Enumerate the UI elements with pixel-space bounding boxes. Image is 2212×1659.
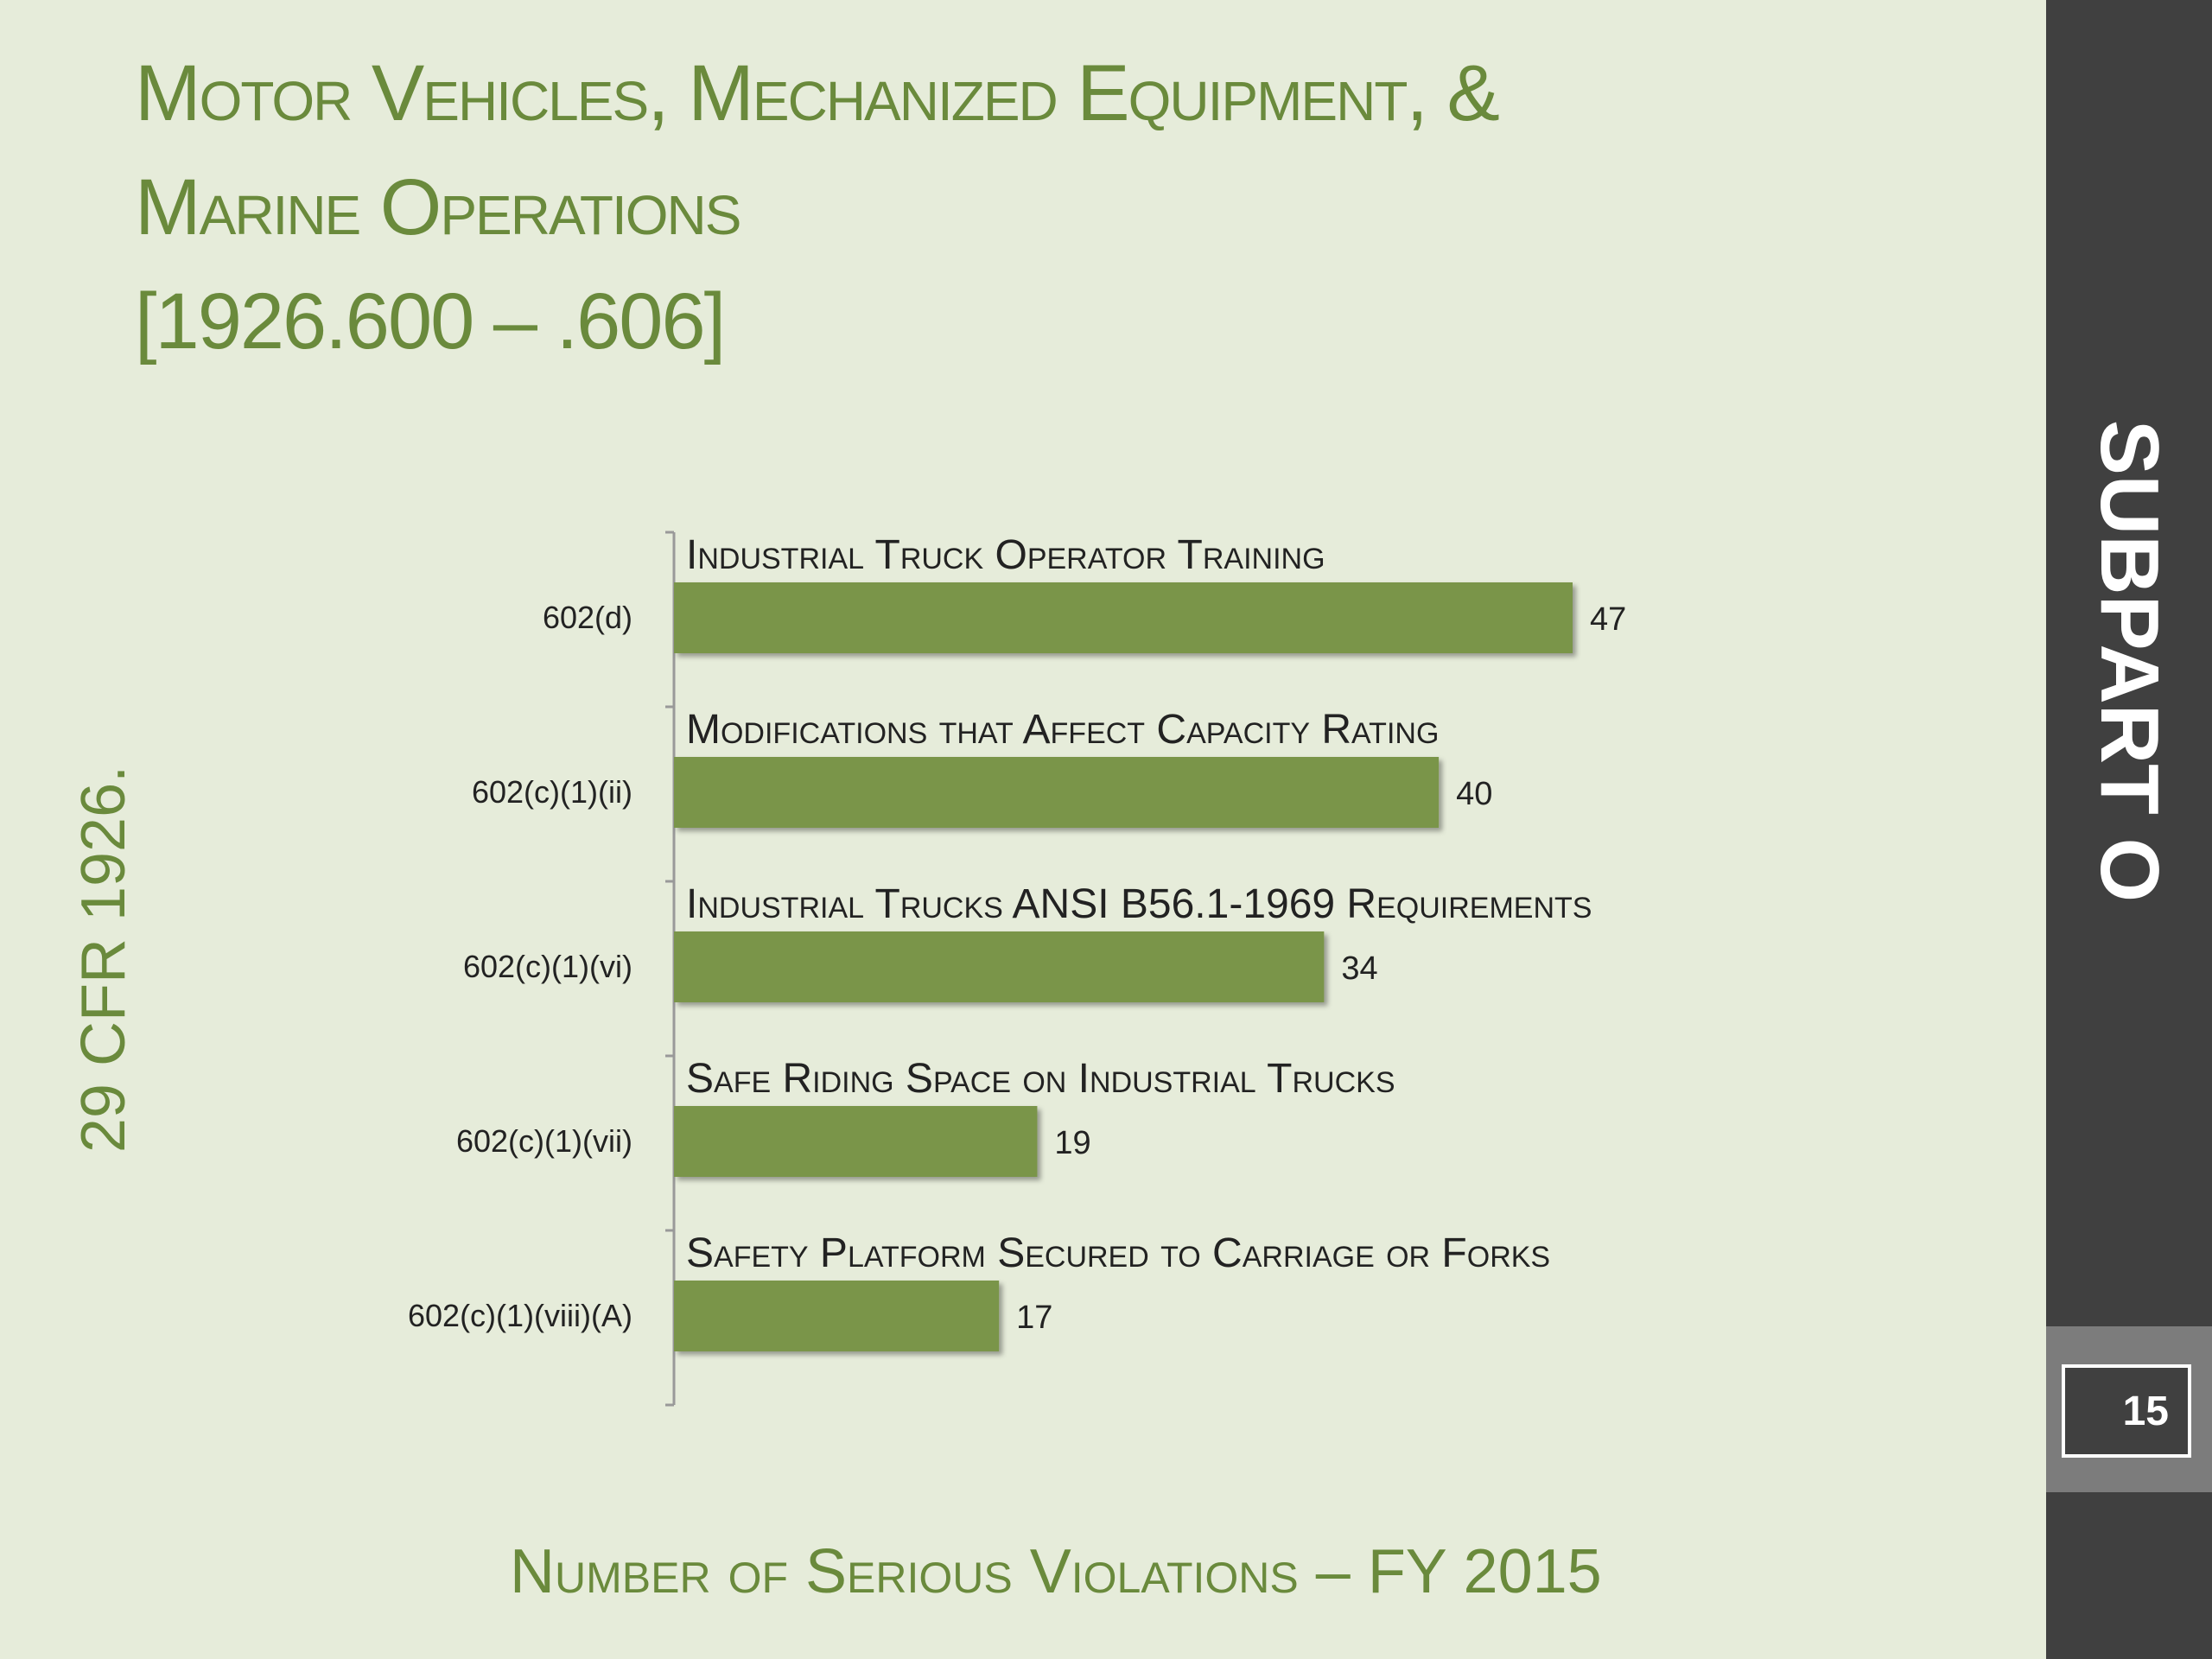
x-axis-title: Number of Serious Violations – FY 2015 xyxy=(510,1537,1602,1606)
bar xyxy=(674,1281,999,1351)
value-label: 47 xyxy=(1590,601,1627,638)
bar xyxy=(674,582,1573,653)
right-side-panel xyxy=(2046,0,2212,1659)
value-label: 17 xyxy=(1016,1300,1053,1336)
side-label: 29 CFR 1926. xyxy=(69,765,138,1154)
bar xyxy=(674,931,1324,1002)
category-label: 602(c)(1)(viii)(A) xyxy=(408,1298,632,1333)
value-label: 19 xyxy=(1054,1125,1091,1161)
page-number-band xyxy=(2046,1326,2212,1492)
bar-description-label: Safety Platform Secured to Carriage or Forks xyxy=(686,1230,1551,1276)
title-line-2: Marine Operations xyxy=(135,163,741,251)
category-label: 602(d) xyxy=(542,600,632,635)
category-label: 602(c)(1)(vi) xyxy=(462,949,632,984)
page-number: 15 xyxy=(2062,1364,2191,1458)
category-label: 602(c)(1)(ii) xyxy=(471,774,632,810)
title-line-3: [1926.600 – .606] xyxy=(135,277,725,365)
bar-description-label: Industrial Trucks ANSI B56.1-1969 Requirements xyxy=(686,881,1592,927)
bar-description-label: Industrial Truck Operator Training xyxy=(686,532,1325,578)
value-label: 40 xyxy=(1456,776,1493,812)
value-label: 34 xyxy=(1341,950,1378,987)
title-line-1: Motor Vehicles, Mechanized Equipment, & xyxy=(135,49,1498,137)
category-label: 602(c)(1)(vii) xyxy=(455,1123,632,1159)
bar-description-label: Safe Riding Space on Industrial Trucks xyxy=(686,1056,1395,1102)
bar-description-label: Modifications that Affect Capacity Rating xyxy=(686,707,1440,753)
bar xyxy=(674,1106,1037,1177)
bar xyxy=(674,757,1439,828)
subpart-label: SUBPART O xyxy=(2083,419,2176,903)
